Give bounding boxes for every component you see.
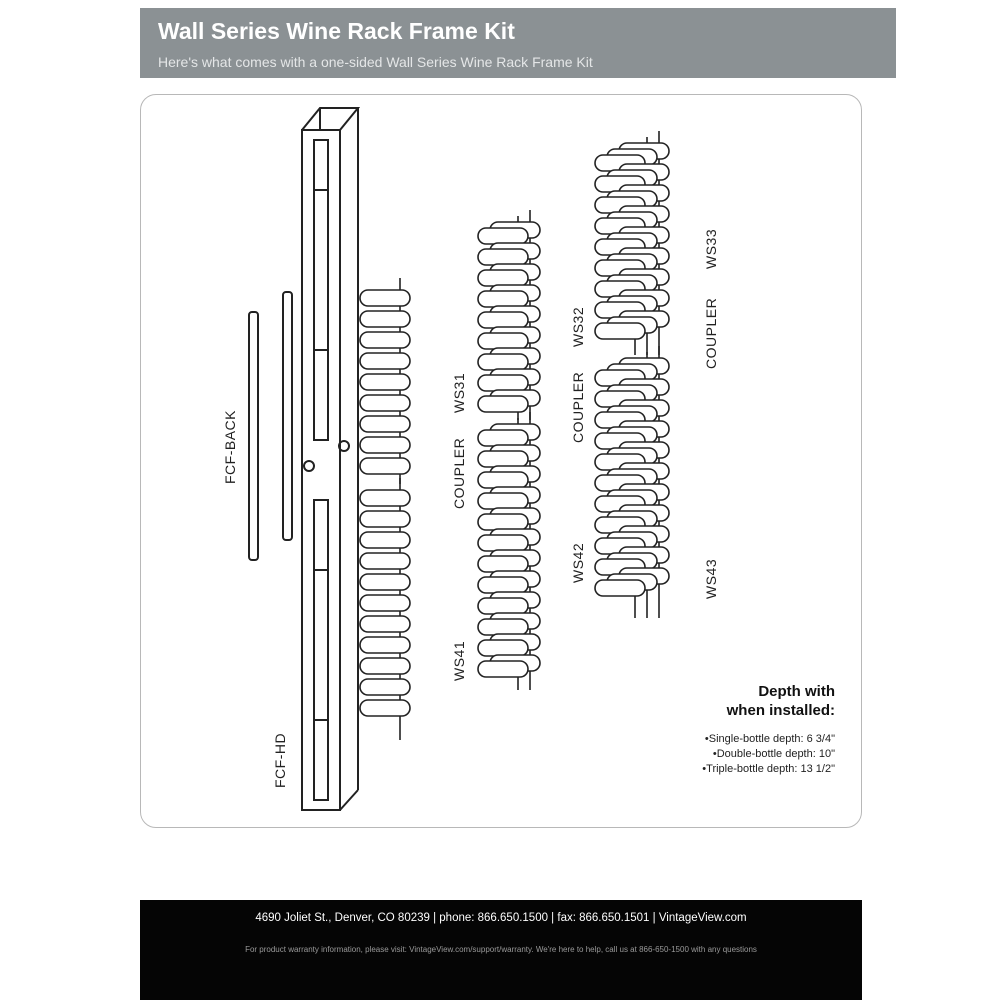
- label-ws42: WS42: [570, 542, 586, 583]
- label-coupler-3: COUPLER: [703, 297, 719, 369]
- label-coupler-2: COUPLER: [570, 371, 586, 443]
- depth-item-single: • Single-bottle depth: 6 3/4": [702, 732, 835, 747]
- label-ws32: WS32: [570, 306, 586, 347]
- label-fcf-back: FCF-BACK: [222, 410, 238, 484]
- depth-item-double: • Double-bottle depth: 10": [702, 747, 835, 762]
- label-ws43: WS43: [703, 558, 719, 599]
- footer-bar: [140, 900, 862, 1000]
- rack-ws43: [595, 346, 669, 618]
- depth-info: [702, 682, 835, 777]
- depth-item-triple: • Triple-bottle depth: 13 1/2": [702, 762, 835, 777]
- page-subtitle: Here's what comes with a one-sided Wall Series Wine Rack Frame Kit: [158, 54, 593, 70]
- rack-ws42: [478, 412, 540, 690]
- footer-address: 4690 Joliet St., Denver, CO 80239 | phone: 866.650.1500 | fax: 866.650.1501 | VintageView.com: [255, 912, 747, 924]
- depth-title-line1: Depth with: [758, 683, 835, 700]
- depth-title-line2: when installed:: [726, 702, 835, 719]
- label-coupler-1: COUPLER: [451, 437, 467, 509]
- rack-ws32: [478, 210, 540, 420]
- rack-ws33: [595, 131, 669, 355]
- label-ws31: WS31: [451, 372, 467, 413]
- rack-tiers: [360, 131, 669, 740]
- rack-ws41: [360, 478, 410, 740]
- page-title: Wall Series Wine Rack Frame Kit: [158, 18, 515, 44]
- fcf-hd-frame: [302, 108, 358, 810]
- label-fcf-hd: FCF-HD: [272, 732, 288, 788]
- rack-ws31: [360, 278, 410, 484]
- label-ws41: WS41: [451, 640, 467, 681]
- label-ws33: WS33: [703, 228, 719, 269]
- footer-warranty-note: For product warranty information, please visit: VintageView.com/support/warranty. We're here to help, call us at 866-650-1500 with any questions: [245, 945, 757, 954]
- depth-list: [702, 732, 835, 777]
- fcf-back-bars: [249, 292, 292, 560]
